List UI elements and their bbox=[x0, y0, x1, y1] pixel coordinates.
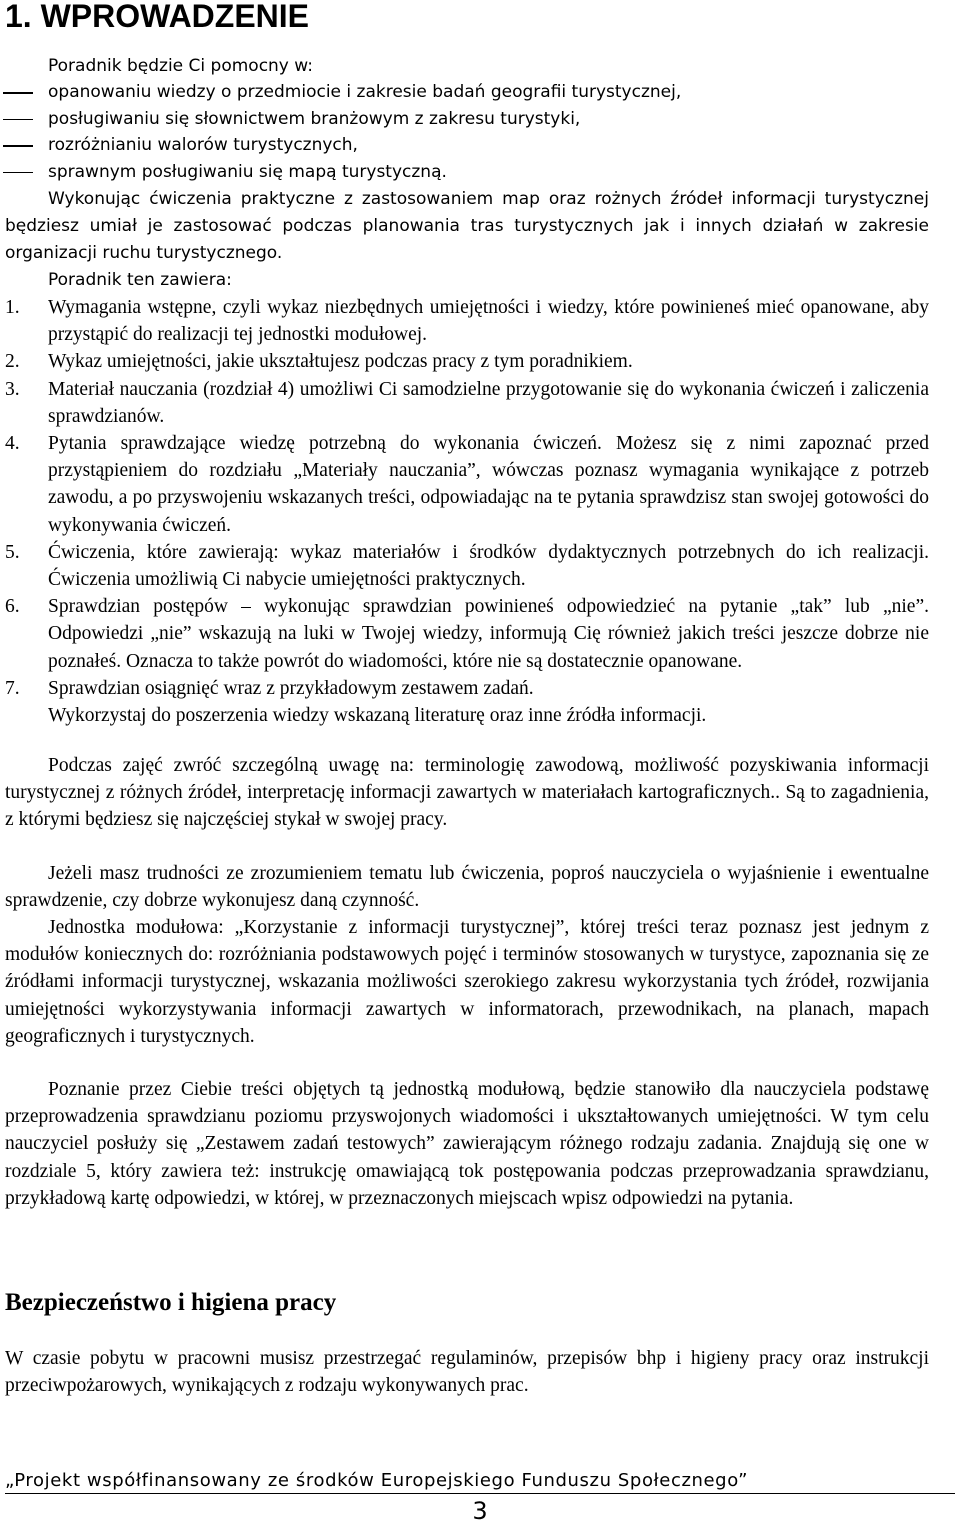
list-text: Wykaz umiejętności, jakie ukształtujesz podczas pracy z tym poradnikiem. bbox=[48, 351, 633, 373]
dash-bullet-icon bbox=[3, 92, 33, 94]
list-number: 4. bbox=[5, 433, 20, 455]
paragraph bbox=[5, 914, 929, 1050]
bullet-item bbox=[0, 79, 960, 106]
list-text: Wymagania wstępne, czyli wykaz niezbędnych umiejętności i wiedzy, które powinieneś mieć opanowane, aby przystąpić do realizacji tej jednostki modułowej. bbox=[48, 297, 929, 346]
list-item bbox=[5, 593, 929, 675]
list-text: Pytania sprawdzające wiedzę potrzebną do wykonania ćwiczeń. Możesz się z nimi zapoznać przed przystąpieniem do rozdziału „Materiały nauczania”, wówczas poznasz wymagania wynikające z potrzeb zawodu, a po przyswojeniu wskazanych treści, odpowiadając na te pytania sprawdzisz stan swojej gotowości do wykonywania ćwiczeń. bbox=[48, 433, 929, 536]
bullet-text: sprawnym posługiwaniu się mapą turystyczną. bbox=[48, 161, 447, 182]
bullet-list bbox=[0, 79, 960, 185]
paragraph bbox=[5, 860, 929, 914]
list-number: 5. bbox=[5, 541, 20, 563]
paragraph-text: Jednostka modułowa: „Korzystanie z informacji turystycznej”, której treści teraz poznasz jest jednym z modułów koniecznych do: rozróżniania podstawowych pojęć i terminów stosowanych w turystyce, zapoznania się ze źródłami informacji turystycznej, wskazania możliwości szerokiego zakresu wykorzystania tych źródeł, rozwijania umiejętności wykorzystywania informacji zawartych w informatorach, przewodnikach, na planach, mapach geograficznych i turystycznych. bbox=[5, 917, 929, 1047]
list-note bbox=[5, 702, 929, 729]
paragraph bbox=[5, 1076, 929, 1212]
bullet-text: rozróżnianiu walorów turystycznych, bbox=[48, 135, 358, 156]
list-text: Sprawdzian osiągnięć wraz z przykładowym zestawem zadań. bbox=[48, 677, 534, 699]
dash-bullet-icon bbox=[3, 145, 33, 147]
list-item bbox=[5, 430, 929, 539]
paragraph bbox=[5, 186, 929, 267]
list-number: 3. bbox=[5, 378, 20, 400]
bullet-item bbox=[0, 159, 960, 186]
safety-paragraph: W czasie pobytu w pracowni musisz przestrzegać regulaminów, przepisów bhp i higieny pracy oraz instrukcji przeciwpożarowych, wynikających z rodzaju wykonywanych prac. bbox=[5, 1348, 929, 1397]
list-text: Ćwiczenia, które zawierają: wykaz materiałów i środków dydaktycznych potrzebnych do ich realizacji. Ćwiczenia umożliwią Ci nabycie umiejętności praktycznych. bbox=[48, 541, 929, 591]
page-number: 3 bbox=[472, 1497, 488, 1525]
list-number: 7. bbox=[5, 677, 20, 699]
contents-intro: Poradnik ten zawiera: bbox=[48, 270, 232, 290]
paragraph-text: Poznanie przez Ciebie treści objętych tą jednostką modułową, będzie stanowiło dla nauczyciela podstawę przeprowadzenia sprawdzianu poziomu przyswojonych wiadomości i ukształtowanych umiejętności. W tym celu nauczyciel posłuży się „Zestawem zadań testowych” zawierającym różnego rodzaju zadania. Znajdują się one w rozdziale 5, który zawiera też: instrukcję omawiającą tok postępowania podczas przeprowadzania sprawdzianu, przykładową kartę odpowiedzi, w której, w przeznaczonych miejscach wpisz odpowiedzi na pytania. bbox=[5, 1079, 929, 1209]
bullet-text: posługiwaniu się słownictwem branżowym z zakresu turystyki, bbox=[48, 108, 581, 129]
list-item bbox=[5, 348, 929, 375]
list-text: Sprawdzian postępów – wykonując sprawdzian powinieneś odpowiedzieć na pytanie „tak” lub „nie”. Odpowiedzi „nie” wskazują na luki w Twojej wiedzy, informują Cię również jakich treści jeszcze dobrze nie poznałeś. Oznacza to także powrót do wiadomości, które nie są dostatecznie opanowane. bbox=[48, 596, 929, 672]
intro-line: Poradnik będzie Ci pomocny w: bbox=[48, 56, 313, 76]
dash-bullet-icon bbox=[3, 172, 33, 174]
dash-bullet-icon bbox=[3, 119, 33, 121]
safety-heading: Bezpieczeństwo i higiena pracy bbox=[5, 1289, 337, 1316]
footer-divider bbox=[5, 1493, 955, 1494]
paragraph-text: Wykonując ćwiczenia praktyczne z zastosowaniem map oraz rożnych źródeł informacji turystycznej będziesz umiał je zastosować podczas planowania tras turystycznych jak i innych działań w zakresie organizacji ruchu turystycznego. bbox=[5, 189, 929, 263]
contents-list bbox=[5, 294, 929, 729]
list-number: 6. bbox=[5, 596, 20, 618]
bullet-text: opanowaniu wiedzy o przedmiocie i zakresie badań geografii turystycznej, bbox=[48, 82, 682, 102]
list-item bbox=[5, 539, 929, 593]
list-item bbox=[5, 294, 929, 348]
list-number: 2. bbox=[5, 351, 20, 373]
list-item bbox=[5, 376, 929, 430]
paragraph-text: Jeżeli masz trudności ze zrozumieniem tematu lub ćwiczenia, poproś nauczyciela o wyjaśnienie i ewentualne sprawdzenie, czy dobrze wykonujesz daną czynność. bbox=[5, 863, 929, 912]
list-text: Materiał nauczania (rozdział 4) umożliwi Ci samodzielne przygotowanie się do wykonania ćwiczeń i zaliczenia sprawdzianów. bbox=[48, 378, 929, 427]
paragraph-text: Podczas zajęć zwróć szczególną uwagę na: terminologię zawodową, możliwość pozyskiwania informacji turystycznej z różnych źródeł, interpretację informacji zawartych w materiałach kartograficznych.. Są to zagadnienia, z którymi będziesz się najczęściej stykał w swojej pracy. bbox=[5, 755, 929, 831]
list-number: 1. bbox=[5, 297, 20, 318]
bullet-item bbox=[0, 106, 960, 133]
list-item bbox=[5, 675, 929, 702]
paragraph bbox=[5, 752, 929, 834]
list-note-text: Wykorzystaj do poszerzenia wiedzy wskazaną literaturę oraz inne źródła informacji. bbox=[48, 705, 707, 727]
footer-note: „Projekt współfinansowany ze środków Europejskiego Funduszu Społecznego” bbox=[5, 1470, 749, 1491]
section-heading: 1. WPROWADZENIE bbox=[5, 0, 310, 34]
bullet-item bbox=[0, 132, 960, 159]
